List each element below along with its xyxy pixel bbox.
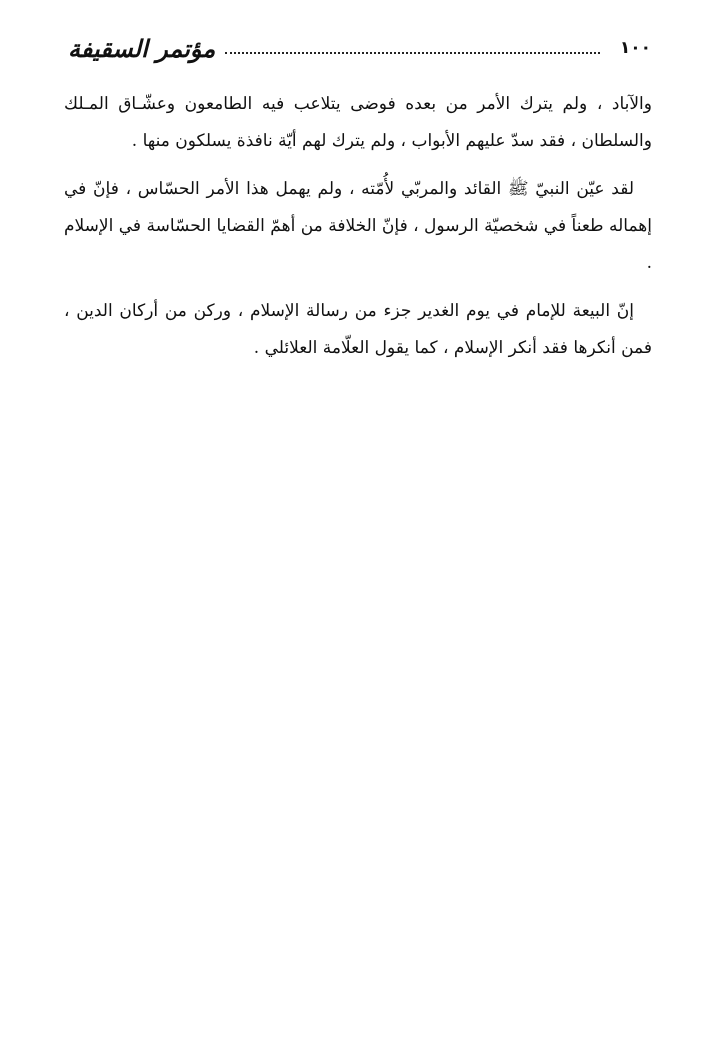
page-number: ١٠٠ [619,38,651,58]
paragraph-3: إنّ البيعة للإمام في يوم الغدير جزء من رسالة الإسلام ، وركن من أركان الدين ، فمن أنكرها فقد أنكر الإسلام ، كما يقول العلّامة العلائلي . [64,301,652,358]
running-title: مؤتمر السقيفة [68,33,216,63]
paragraph-2: لقد عيّن النبيّ ﷺ القائد والمربّي لأُمّته ، ولم يهمل هذا الأمر الحسّاس ، فإنّ في إهماله طعناً في شخصيّة الرسول ، فإنّ الخلافة من أهمّ القضايا الحسّاسة في الإسلام . [64,179,652,273]
dotted-leader [225,52,600,54]
page-header [68,28,651,68]
paragraph-1: والآباد ، ولم يترك الأمر من بعده فوضى يتلاعب فيه الطامعون وعشّـاق المـلك والسلطان ، فقد سدّ عليهم الأبواب ، ولم يترك لهم أيّة نافذة يسلكون منها . [64,94,652,151]
main-text [64,86,652,378]
